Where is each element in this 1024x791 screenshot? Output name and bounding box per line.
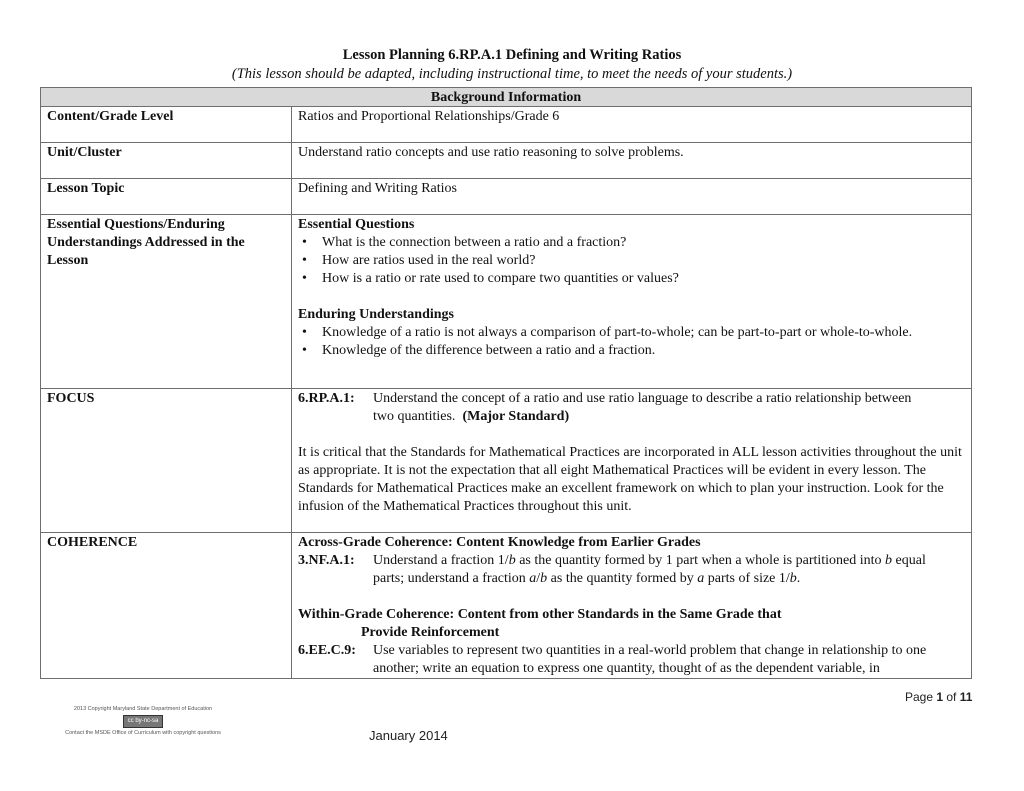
row-label-lesson-topic: Lesson Topic (41, 179, 292, 215)
page-total: 11 (959, 690, 973, 704)
focus-paragraph: It is critical that the Standards for Mathematical Practices are incorporated in ALL lesson activities throughout the unit as appropriate. It is not the expectation that all eight Mathematical Practices will be evident in every lesson. The Standards for Mathematical Practices make an excellent framework on which to plan your instruction. Look for the infusion of the Mathematical Practices throughout this unit. (298, 445, 962, 514)
footer-date: January 2014 (369, 728, 448, 743)
across-grade-heading: Across-Grade Coherence: Content Knowledge from Earlier Grades (298, 535, 701, 550)
enduring-understandings-heading: Enduring Understandings (298, 307, 455, 322)
page-of: of (943, 690, 960, 704)
document-subtitle: (This lesson should be adapted, including instructional time, to meet the needs of your students.) (231, 66, 793, 82)
standard-text: as the quantity formed by 1 part when a whole is partitioned into (515, 553, 886, 568)
standard-code: 6.RP.A.1: (298, 391, 355, 406)
standard-text: Understand the concept of a ratio and use ratio language to describe a ratio relationship between two quantities. (373, 391, 912, 424)
variable: b (540, 571, 548, 586)
enduring-understandings-list (298, 324, 965, 360)
within-grade-standard (298, 642, 965, 678)
within-grade-heading: Within-Grade Coherence: Content from other Standards in the Same Grade that Provide Reinforcement (298, 607, 782, 640)
list-item: • How are ratios used in the real world? (298, 252, 965, 270)
list-item: • How is a ratio or rate used to compare two quantities or values? (298, 270, 965, 288)
table-row (41, 143, 972, 179)
row-value-lesson-topic: Defining and Writing Ratios (292, 179, 972, 215)
table-row (41, 215, 972, 389)
variable: a (529, 571, 537, 586)
essential-questions-heading: Essential Questions (298, 217, 415, 232)
table-row (41, 107, 972, 143)
row-label-focus: FOCUS (41, 389, 292, 533)
essential-questions-list (298, 234, 965, 288)
row-label-unit-cluster: Unit/Cluster (41, 143, 292, 179)
variable: b (885, 553, 893, 568)
copyright-contact: Contact the MSDE Office of Curriculum with copyright questions (65, 730, 221, 736)
document-title: Lesson Planning 6.RP.A.1 Defining and Writing Ratios (342, 47, 682, 63)
standard-text: as the quantity formed by (547, 571, 698, 586)
list-item: • Knowledge of a ratio is not always a comparison of part-to-whole; can be part-to-part or whole-to-whole. (298, 324, 935, 342)
cc-license-icon: cc by-nc-sa (123, 715, 163, 728)
row-value-unit-cluster: Understand ratio concepts and use ratio reasoning to solve problems. (292, 143, 972, 179)
page-prefix: Page (905, 690, 937, 704)
row-value-focus (292, 389, 972, 533)
row-value-content-grade: Ratios and Proportional Relationships/Grade 6 (292, 107, 972, 143)
standard-text: Use variables to represent two quantities in a real-world problem that change in relationship to one another; write an equation to express one quantity, thought of as the dependent variable, in (373, 643, 927, 676)
standard-text: parts of size 1/ (704, 571, 790, 586)
table-row (41, 389, 972, 533)
table-row (41, 533, 972, 679)
focus-standard (298, 390, 965, 426)
standard-code: 3.NF.A.1: (298, 553, 355, 568)
standard-text: . (796, 571, 801, 586)
list-item: • What is the connection between a ratio and a fraction? (298, 234, 965, 252)
row-label-essential: Essential Questions/Enduring Understandings Addressed in the Lesson (41, 215, 292, 389)
row-value-coherence (292, 533, 972, 679)
table-header: Background Information (41, 88, 972, 107)
row-value-essential (292, 215, 972, 389)
lesson-table (40, 87, 972, 679)
list-item: • Knowledge of the difference between a ratio and a fraction. (298, 342, 935, 360)
row-label-content-grade: Content/Grade Level (41, 107, 292, 143)
across-grade-standard (298, 552, 965, 588)
variable: b (789, 571, 797, 586)
row-label-coherence: COHERENCE (41, 533, 292, 679)
standard-text: equal parts; understand a fraction (373, 553, 926, 586)
table-row (41, 179, 972, 215)
copyright-block (48, 706, 238, 737)
standard-text: / (536, 571, 541, 586)
standard-code: 6.EE.C.9: (298, 643, 356, 658)
standard-text: Understand a fraction 1/ (373, 553, 509, 568)
copyright-line: 2013 Copyright Maryland State Department of Education (73, 706, 213, 712)
page-current: 1 (936, 690, 944, 704)
table-header-row (41, 88, 972, 107)
page-number (905, 690, 972, 704)
variable: b (508, 553, 516, 568)
variable: a (697, 571, 705, 586)
standard-tag: (Major Standard) (462, 409, 570, 424)
